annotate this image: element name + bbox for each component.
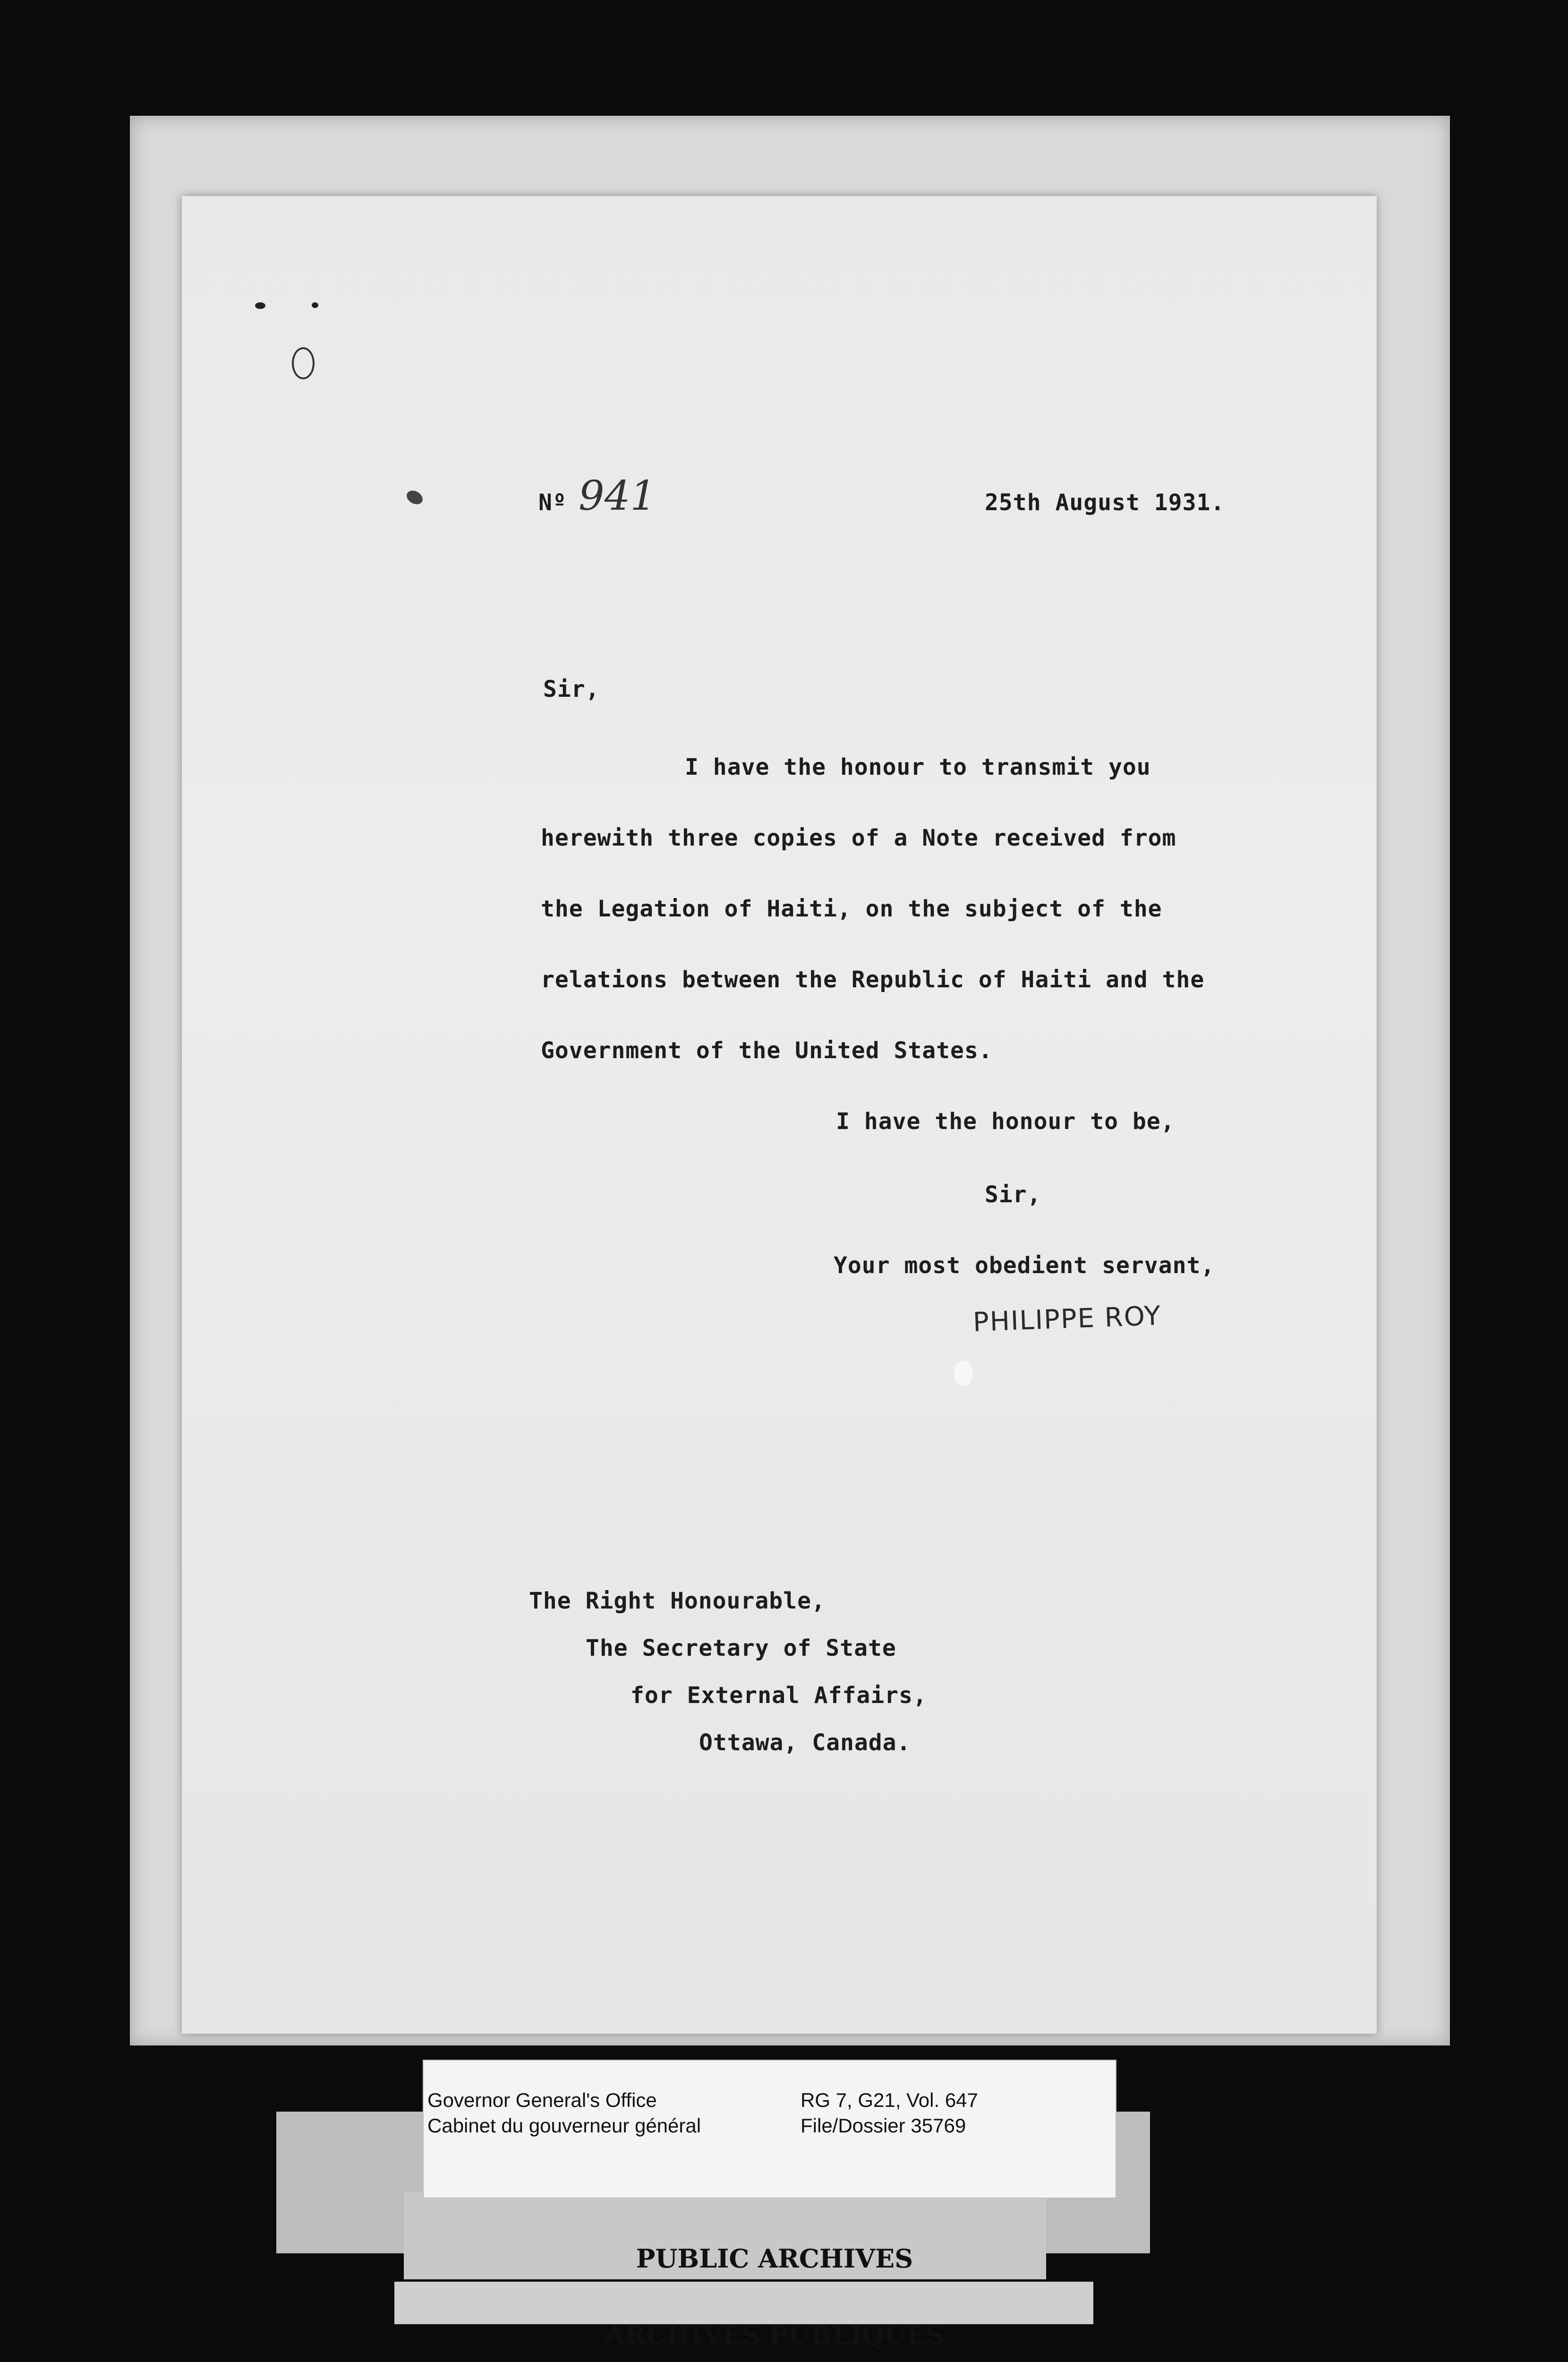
- ink-mark: [255, 302, 265, 309]
- addressee-line: The Right Honourable,: [529, 1588, 826, 1614]
- letter-sheet: [182, 196, 1377, 2034]
- body-line: relations between the Republic of Haiti and the: [541, 967, 1205, 993]
- closing-line: I have the honour to be,: [836, 1108, 1175, 1135]
- body-line: I have the honour to transmit you: [685, 754, 1151, 780]
- paper-spot: [954, 1361, 973, 1386]
- body-line: Government of the United States.: [541, 1037, 993, 1064]
- closing-line: Your most obedient servant,: [834, 1252, 1215, 1279]
- letter-number-prefix: Nº: [538, 489, 567, 516]
- archives-stamp-line: PUBLIC ARCHIVES: [636, 2243, 913, 2274]
- signature-stamp: PHILIPPE ROY: [972, 1301, 1162, 1338]
- addressee-line: for External Affairs,: [631, 1682, 927, 1709]
- archive-office-en: Governor General's Office: [427, 2089, 657, 2111]
- closing-line: Sir,: [985, 1181, 1041, 1208]
- archives-stamp-line: ARCHIVES PUBLIQUES: [605, 2320, 944, 2350]
- ink-mark: [312, 302, 318, 308]
- archives-stamp: [505, 2195, 1044, 2362]
- body-line: the Legation of Haiti, on the subject of the: [541, 896, 1162, 922]
- ink-circle: [292, 347, 315, 379]
- salutation: Sir,: [543, 676, 600, 702]
- archive-office-fr: Cabinet du gouverneur général: [427, 2114, 701, 2137]
- addressee-line: Ottawa, Canada.: [699, 1729, 911, 1756]
- body-line: herewith three copies of a Note received from: [541, 825, 1176, 851]
- archive-reference: RG 7, G21, Vol. 647: [801, 2089, 978, 2111]
- letter-number-handwritten: 941: [579, 472, 656, 520]
- addressee-line: The Secretary of State: [586, 1635, 896, 1661]
- letter-date: 25th August 1931.: [985, 489, 1225, 516]
- archive-file: File/Dossier 35769: [801, 2114, 966, 2137]
